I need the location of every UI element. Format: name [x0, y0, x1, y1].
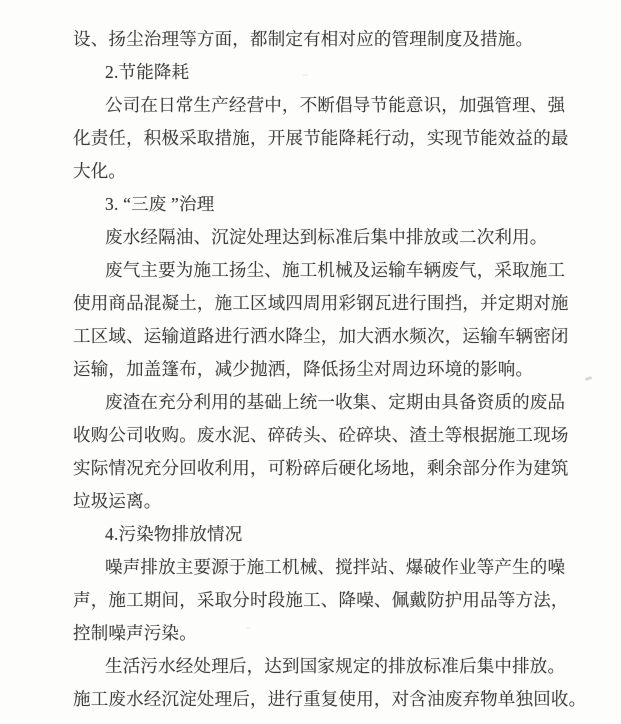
text-line: 垃圾运离。 [73, 491, 162, 511]
text-line: 设、扬尘治理等方面，都制定有相对应的管理制度及措施。 [73, 29, 534, 49]
section-heading-4: 4.污染物排放情况 [105, 524, 243, 544]
text-line: 运输，加盖篷布，减少抛洒，降低扬尘对周边环境的影响。 [73, 359, 534, 379]
text-line: 实际情况充分回收利用，可粉碎后硬化场地，剩余部分作为建筑 [73, 458, 569, 478]
text-line: 声，施工期间，采取分时段施工、降噪、佩戴防护用品等方法， [73, 590, 569, 610]
text-line: 施工废水经沉淀处理后，进行重复使用，对含油废弃物单独回收。 [73, 689, 587, 709]
scan-artifact [585, 376, 593, 381]
text-line: 废水经隔油、沉淀处理达到标准后集中排放或二次利用。 [105, 227, 548, 247]
text-line: 废渣在充分利用的基础上统一收集、定期由具备资质的废品 [105, 392, 566, 412]
text-line: 公司在日常生产经营中，不断倡导节能意识，加强管理、强 [105, 95, 566, 115]
text-line: 收购公司收购。废水泥、碎砖头、砼碎块、渣土等根据施工现场 [73, 425, 569, 445]
text-line: 控制噪声污染。 [73, 623, 197, 643]
document-text-block [73, 23, 587, 716]
text-line: 废气主要为施工扬尘、施工机械及运输车辆废气，采取施工 [105, 260, 566, 280]
section-heading-2: 2.节能降耗 [105, 62, 190, 82]
scan-artifact [303, 74, 308, 76]
scan-artifact [246, 627, 250, 629]
text-line: 使用商品混凝土，施工区域四周用彩钢瓦进行围挡，并定期对施 [73, 293, 569, 313]
text-line: 生活污水经处理后，达到国家规定的排放标准后集中排放。 [105, 656, 566, 676]
text-line: 大化。 [73, 161, 127, 181]
text-line: 化责任，积极采取措施，开展节能降耗行动，实现节能效益的最 [73, 128, 569, 148]
text-line: 工区域、运输道路进行洒水降尘，加大洒水频次，运输车辆密闭 [73, 326, 569, 346]
text-line: 噪声排放主要源于施工机械、搅拌站、爆破作业等产生的噪 [105, 557, 566, 577]
section-heading-3: 3. “三废 ”治理 [105, 194, 215, 214]
